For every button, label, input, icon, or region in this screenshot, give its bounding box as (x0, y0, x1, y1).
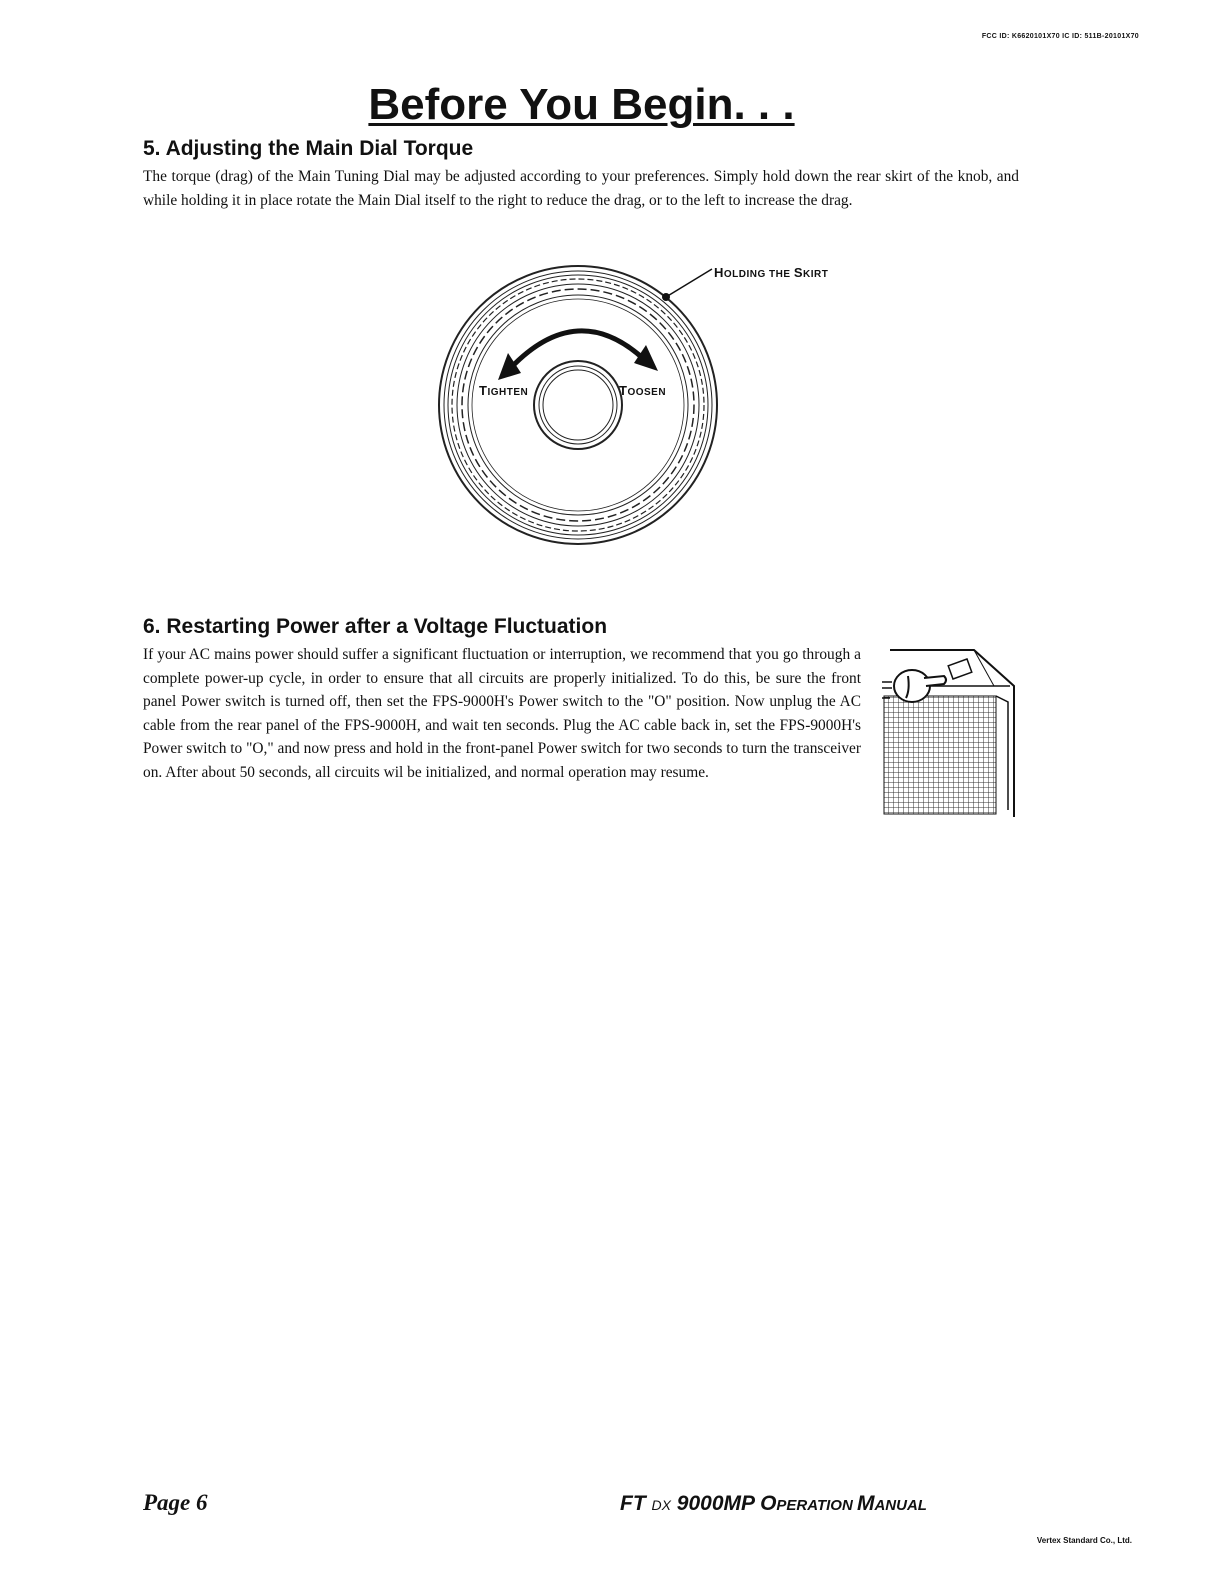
page-number: Page 6 (143, 1490, 208, 1515)
power-switch-shape (948, 659, 972, 679)
vendor-name: Vertex Standard Co., Ltd. (1036, 1536, 1132, 1545)
label-holding-the-skirt: HOLDING THE SKIRT (714, 265, 829, 280)
section-5-heading: 5. Adjusting the Main Dial Torque (143, 137, 474, 160)
page-title (0, 80, 1163, 130)
power-supply-illustration (878, 642, 1018, 820)
main-dial-illustration (436, 255, 726, 555)
front-grill (884, 696, 996, 814)
skirt-leader-line (666, 269, 712, 297)
section-6-heading: 6. Restarting Power after a Voltage Fluctuation (143, 615, 608, 638)
fcc-id-header: FCC ID: K6620101X70 IC ID: 511B-20101X70 (981, 33, 1139, 40)
section-5-body: The torque (drag) of the Main Tuning Dial may be adjusted according to your preferences. Simply hold down the rear skirt of the knob, and while holding it in place rotate the Main Dial itself to the right to reduce the drag, or to the left to increase the drag. (143, 168, 1019, 209)
arrow-head-right (634, 345, 658, 371)
section-6-body: If your AC mains power should suffer a significant fluctuation or interruption, we recommend that you go through a complete power-up cycle, in order to ensure that all circuits are properly initialized. To do this, be sure the front panel Power switch is turned off, then set the FPS-9000H's Power switch to the "O" position. Now unplug the AC cable from the rear panel of the FPS-9000H, and wait ten seconds. Plug the AC cable back in, set the FPS-9000H's Power switch to "O," and now press and hold in the front-panel Power switch for two seconds to turn the transceiver on. After about 50 seconds, all circuits wil be initialized, and normal operation may resume. (143, 646, 861, 781)
page-title-text: Before You Begin. . . (368, 80, 795, 129)
arrow-head-left (498, 353, 521, 380)
label-toosen: TOOSEN (619, 383, 667, 398)
manual-title: FT DX 9000MP OPERATION MANUAL (620, 1492, 927, 1515)
rotation-arrow (506, 331, 650, 373)
skirt-point-dot (662, 293, 670, 301)
label-tighten: TIGHTEN (479, 383, 529, 398)
